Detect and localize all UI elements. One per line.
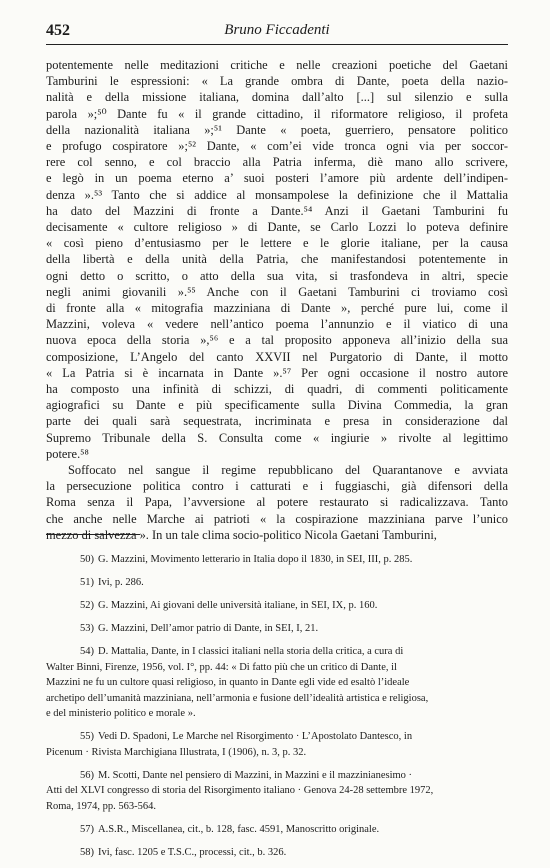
- body-line: agiografici su Dante e più specificamente sulla Divina Commedia, la gran: [46, 398, 508, 413]
- footnote-text: Roma, 1974, pp. 563-564.: [46, 800, 156, 812]
- body-line: ogni detto o scritto, o atto della sua vita, si trasfondeva in altri, specie: [46, 268, 508, 283]
- footnote-separator: [46, 534, 140, 535]
- footnote-text: Picenum · Rivista Marchigiana Illustrata, I (1906), n. 3, p. 32.: [46, 746, 307, 758]
- body-line: decisamente « cultore religioso » di Dante, se Carlo Lozzi lo poteva definire: [46, 220, 508, 235]
- footnote-number: 53): [80, 623, 94, 634]
- body-line: potentemente nelle meditazioni critiche e nelle creazioni poetiche del Gaetani: [46, 58, 508, 72]
- footnote-number: 56): [80, 769, 94, 781]
- body-line: rere col senno, e col braccio alla Patria inferma, diè mano allo scrivere,: [46, 155, 508, 170]
- body-line: che anche nelle Marche ai patrioti « la cospirazione mazziniana parve l’unico: [46, 511, 508, 526]
- footnote: [46, 768, 508, 815]
- footnote-text: A.S.R., Miscellanea, cit., b. 128, fasc. 4591, Manoscritto originale.: [98, 823, 380, 835]
- footnote-number: 51): [80, 577, 94, 588]
- body-text: [46, 57, 508, 543]
- body-line: mezzo di salvezza ». In un tale clima socio-politico Nicola Gaetani Tamburini,: [46, 527, 437, 542]
- footnote-text: Mazzini ne fu un cultore quasi religioso, in quanto in Dante egli vide ed esaltò l’ideale: [46, 677, 410, 688]
- body-line: nalità e della missione italiana, domina dall’alto [...] sul silenzio e sulla: [46, 90, 508, 105]
- body-line: Roma senza il Papa, l’avversione al potere restaurato si radicalizzava. Tanto: [46, 495, 508, 510]
- running-author: Bruno Ficcadenti: [224, 22, 330, 38]
- footnotes: [46, 552, 508, 868]
- body-line: composizione, L’Angelo del canto XXVII nel Purgatorio di Dante, il motto: [46, 349, 508, 364]
- footnote-number: 55): [80, 731, 94, 742]
- footnote: [46, 552, 508, 568]
- body-line: e legò in un poema eterno a’ suoi posteri l’amore più ardente dell’indipen-: [46, 171, 508, 186]
- footnote-text: D. Mattalia, Dante, in I classici italiani nella storia della critica, a cura di: [98, 646, 404, 657]
- body-line: parte dei quali sarà sequestrata, incriminata e presa in considerazione dal: [46, 414, 508, 429]
- body-line: Tamburini le espressioni: « La grande ombra di Dante, poeta della nazio-: [46, 74, 508, 89]
- footnote-text: G. Mazzini, Dell’amor patrio di Dante, in SEI, I, 21.: [98, 623, 319, 634]
- footnote-text: archetipo dell’umanità mazziniana, nell’armonia e fusione dell’idealità artistica e religiosa,: [46, 692, 429, 704]
- body-line: di fronte alla « mitografia mazziniana di Dante », perché pure lui, come il: [46, 301, 508, 316]
- header-rule: [46, 44, 508, 45]
- footnote-number: 58): [80, 846, 94, 858]
- footnote-text: G. Mazzini, Movimento letterario in Italia dopo il 1830, in SEI, III, p. 285.: [98, 554, 413, 565]
- body-line: parola »;⁵⁰ Dante fu « il grande cittadino, il riformatore religioso, il profeta: [46, 106, 508, 121]
- body-line: negli animi giovanili ».⁵⁵ Anche con il Gaetani Tamburini ci troviamo così: [46, 284, 508, 299]
- body-line: ha composto una infinità di schizzi, di quadri, di commenti politicamente: [46, 382, 508, 397]
- footnote-text: Atti del XLVI congresso di storia del Risorgimento italiano · Genova 24-28 settembre 1972,: [46, 785, 434, 796]
- footnote-text: e del ministerio politico e morale ».: [46, 708, 196, 719]
- footnote-number: 54): [80, 646, 94, 657]
- body-line: « così pieno d’entusiasmo per le lettere e le glorie italiane, per la causa: [46, 236, 508, 251]
- footnote-number: 57): [80, 823, 94, 835]
- body-line: « La Patria si è incarnata in Dante ».⁵⁷ Per ogni occasione il nostro autore: [46, 365, 508, 380]
- body-line: la persecuzione politica contro i catturati e i fuggiaschi, già difensori della: [46, 479, 508, 494]
- footnote: [46, 598, 508, 614]
- page-number: 452: [46, 22, 70, 39]
- body-line: Mazzini, voleva « vedere nell’antico poema l’annunzio e il viatico di una: [46, 317, 508, 332]
- footnote: [46, 575, 508, 591]
- footnote: [46, 729, 508, 760]
- body-line: potere.⁵⁸: [46, 446, 89, 461]
- body-line: nuova epoca della storia »,⁵⁶ e a tal proposito apponeva all’inizio della sua: [46, 333, 508, 348]
- footnote-text: Vedi D. Spadoni, Le Marche nel Risorgimento · L’Apostolato Dantesco, in: [98, 731, 413, 742]
- footnote-text: Walter Binni, Firenze, 1956, vol. I°, pp. 44: « Di fatto più che un critico di Dante, il: [46, 661, 397, 673]
- body-line: ha dato del Mazzini di fronte a Dante.⁵⁴ Anzi il Gaetani Tamburini fu: [46, 203, 508, 218]
- running-header: [46, 22, 508, 44]
- footnote-text: M. Scotti, Dante nel pensiero di Mazzini, in Mazzini e il mazzinianesimo ·: [98, 769, 413, 781]
- footnote: [46, 644, 508, 722]
- footnote-number: 50): [80, 554, 94, 565]
- footnote-text: Ivi, fasc. 1205 e T.S.C., processi, cit., b. 326.: [98, 846, 287, 858]
- footnote-text: G. Mazzini, Ai giovani delle università italiane, in SEI, IX, p. 160.: [98, 600, 378, 611]
- body-line: denza ».⁵³ Tanto che si addice al monsampolese la definizione che il Mattalia: [46, 187, 508, 202]
- footnote-text: Ivi, p. 286.: [98, 577, 144, 588]
- footnote: [46, 845, 508, 861]
- body-line: Supremo Tribunale della S. Consulta come « ingiurie » rivolte al legittimo: [46, 430, 508, 445]
- body-line: Soffocato nel sangue il regime repubblicano del Quarantanove e avviata: [68, 463, 508, 478]
- footnote-number: 52): [80, 600, 94, 611]
- footnote: [46, 822, 508, 838]
- body-line: della nazionalità italiana »;⁵¹ Dante « poeta, guerriero, pensatore politico: [46, 122, 508, 137]
- footnote: [46, 621, 508, 637]
- body-line: della libertà e della unità della Patria, che manifestandosi potentemente in: [46, 252, 508, 267]
- body-line: e profugo cospiratore »;⁵² Dante, « com’ei vide tronca ogni via per soccor-: [46, 139, 508, 154]
